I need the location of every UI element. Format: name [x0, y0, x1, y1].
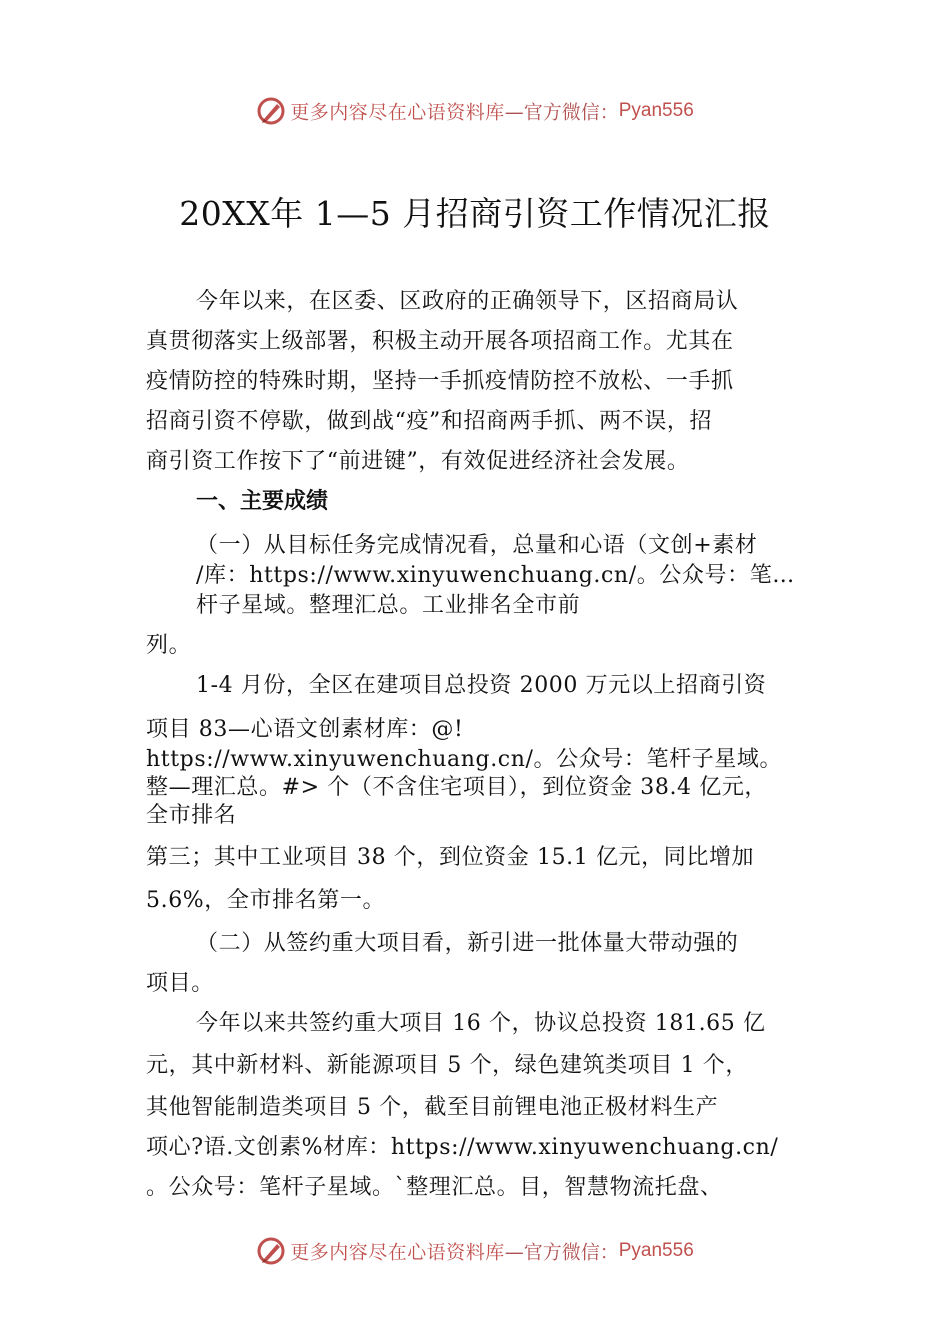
- text-line: 其他智能制造类项目 5 个，截至目前锂电池正极材料生产: [146, 1095, 719, 1120]
- text-line: 项心?语.文创素%材库：https://www.xinyuwenchuang.cn/: [146, 1135, 779, 1160]
- banner-middle: —官方微信：: [504, 101, 619, 124]
- page-title: 20XX年 1—5 月招商引资工作情况汇报: [179, 194, 771, 233]
- text-line: 整—理汇总。#> 个（不含住宅项目），到位资金 38.4 亿元，: [146, 775, 768, 800]
- banner-middle: —官方微信：: [504, 1241, 619, 1264]
- text-line: 5.6%，全市排名第一。: [146, 888, 386, 913]
- header-banner: [0, 96, 950, 126]
- text-line: 全市排名: [146, 803, 237, 828]
- text-line: （二）从签约重大项目看，新引进一批体量大带动强的: [196, 931, 739, 956]
- text-line: 今年以来，在区委、区政府的正确领导下，区招商局认: [196, 289, 739, 314]
- text-line: 1-4 月份，全区在建项目总投资 2000 万元以上招商引资: [196, 673, 767, 698]
- text-line: 商引资工作按下了“前进键”，有效促进经济社会发展。: [146, 449, 690, 474]
- text-line: 项目。: [146, 971, 214, 996]
- text-line: https://www.xinyuwenchuang.cn/。公众号：笔杆子星域。: [146, 747, 783, 772]
- banner-prefix: 更多内容尽在心语资料库: [290, 101, 505, 124]
- footer-banner: [0, 1236, 950, 1266]
- banner-prefix: 更多内容尽在心语资料库: [290, 1241, 505, 1264]
- text-line: 今年以来共签约重大项目 16 个，协议总投资 181.65 亿: [196, 1011, 766, 1036]
- banner-brand: Pyan556: [618, 100, 694, 121]
- banner-brand: Pyan556: [618, 1240, 694, 1261]
- text-line: 疫情防控的特殊时期，坚持一手抓疫情防控不放松、一手抓: [146, 369, 734, 394]
- text-line: （一）从目标任务完成情况看，总量和心语（文创+素材: [196, 533, 758, 558]
- text-line: 第三；其中工业项目 38 个，到位资金 15.1 亿元，同比增加: [146, 845, 755, 870]
- text-line: 招商引资不停歇，做到战“疫”和招商两手抓、两不误，招: [146, 409, 713, 434]
- section-heading: 一、主要成绩: [196, 489, 329, 514]
- text-line: 元，其中新材料、新能源项目 5 个，绿色建筑类项目 1 个，: [146, 1053, 748, 1078]
- pen-logo-icon: [256, 96, 286, 126]
- text-line: 杆子星域。整理汇总。工业排名全市前: [196, 593, 581, 618]
- text-line: 真贯彻落实上级部署，积极主动开展各项招商工作。尤其在: [146, 329, 734, 354]
- text-line: /库：https://www.xinyuwenchuang.cn/。公众号：笔…: [196, 563, 795, 588]
- pen-logo-icon: [256, 1236, 286, 1266]
- text-line: 。公众号：笔杆子星域。`整理汇总。目，智慧物流托盘、: [146, 1175, 723, 1200]
- text-line: 列。: [146, 633, 192, 658]
- text-line: 项目 83—心语文创素材库：@!: [146, 717, 464, 742]
